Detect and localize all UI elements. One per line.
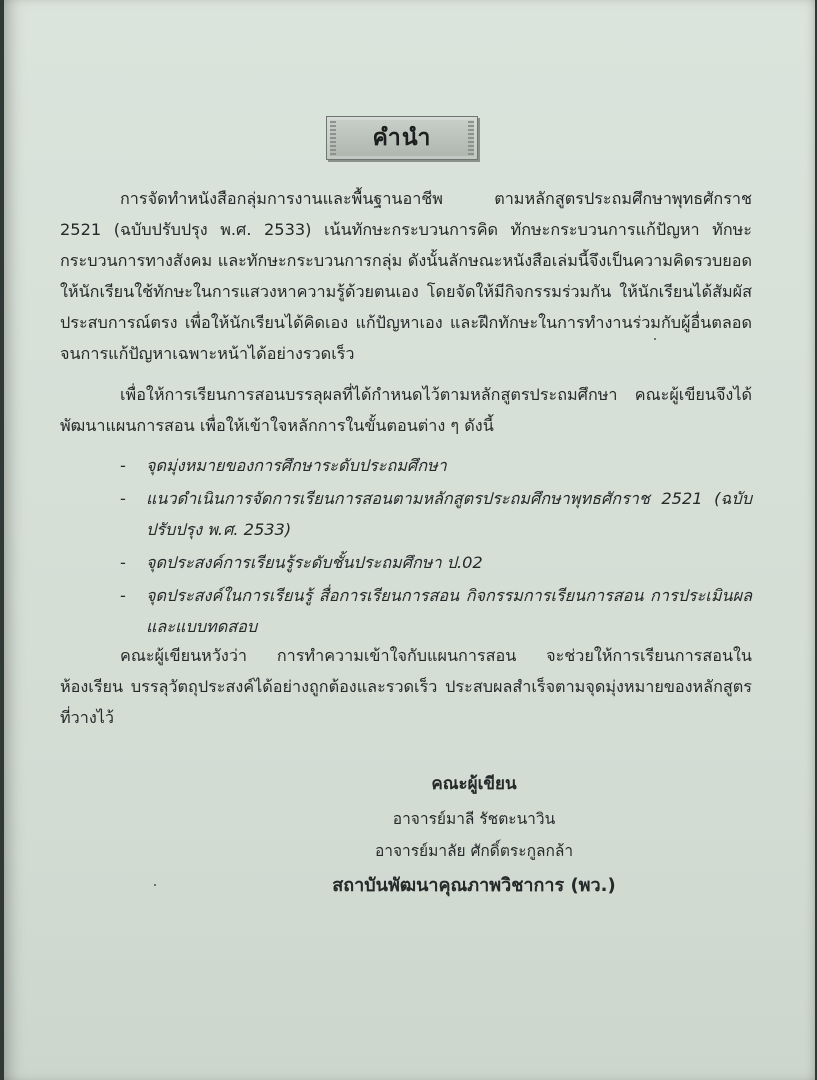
paragraph-1: การจัดทำหนังสือกลุ่มการงานและพื้นฐานอาชีพ ตามหลักสูตรประถมศึกษาพุทธศักราช 2521 (ฉบับปรับปรุง พ.ศ. 2533) เน้นทักษะกระบวนการคิด ทักษะกระบวนการแก้ปัญหา ทักษะกระบวนการทางสังคม และทักษะกระบวนการกลุ่ม ดังนั้นลักษณะหนังสือเล่มนี้จึงเป็นความคิดรวบยอด ให้นักเรียนใช้ทักษะในการแสวงหาความรู้ด้วยตนเอง โดยจัดให้มีกิจกรรมร่วมกัน ให้นักเรียนได้สัมผัสประสบการณ์ตรง เพื่อให้นักเรียนได้คิดเอง แก้ปัญหาเอง และฝึกทักษะในการทำงานร่วมกับผู้อื่นตลอดจนการแก้ปัญหาเฉพาะหน้าได้อย่างรวดเร็ว — [60, 189, 752, 363]
intro-paragraph — [60, 183, 752, 369]
paper-speck — [654, 338, 656, 340]
author-name-1: อาจารย์มาลี รัชตะนาวิน — [392, 810, 556, 828]
publisher-organization: สถาบันพัฒนาคุณภาพวิชาการ (พว.) — [332, 875, 616, 896]
title-banner — [326, 116, 478, 160]
list-dash: - — [120, 553, 126, 572]
list-dash: - — [120, 489, 126, 508]
list-item — [120, 580, 752, 642]
list-item — [120, 547, 752, 578]
list-dash: - — [120, 456, 126, 475]
list-item-text: จุดมุ่งหมายของการศึกษาระดับประถมศึกษา — [146, 456, 447, 475]
list-item — [120, 450, 752, 481]
paragraph-2: เพื่อให้การเรียนการสอนบรรลุผลที่ได้กำหนดไว้ตามหลักสูตรประถมศึกษา คณะผู้เขียนจึงได้พัฒนาแผนการสอน เพื่อให้เข้าใจหลักการในขั้นตอนต่าง ๆ ดังนี้ — [60, 385, 752, 435]
paragraph-3: คณะผู้เขียนหวังว่า การทำความเข้าใจกับแผนการสอน จะช่วยให้การเรียนการสอนในห้องเรียน บรรลุวัตถุประสงค์ได้อย่างถูกต้องและรวดเร็ว ประสบผลสำเร็จตามจุดมุ่งหมายของหลักสูตรที่วางไว้ — [60, 646, 752, 727]
signature-heading: คณะผู้เขียน — [431, 774, 517, 794]
author-name-2: อาจารย์มาลัย ศักดิ์ตระกูลกล้า — [374, 842, 574, 860]
paper-speck — [154, 884, 156, 886]
list-item — [120, 483, 752, 545]
list-dash: - — [120, 586, 126, 605]
list-item-text: จุดประสงค์การเรียนรู้ระดับชั้นประถมศึกษา ป.02 — [146, 553, 483, 572]
closing-paragraph — [60, 640, 752, 733]
purpose-paragraph — [60, 379, 752, 441]
plan-components-list — [120, 450, 752, 644]
page-title: คำนำ — [372, 125, 432, 151]
document-page — [4, 0, 815, 1080]
list-item-text: แนวดำเนินการจัดการเรียนการสอนตามหลักสูตรประถมศึกษาพุทธศักราช 2521 (ฉบับปรับปรุง พ.ศ. 2533) — [146, 489, 752, 539]
list-item-text: จุดประสงค์ในการเรียนรู้ สื่อการเรียนการสอน กิจกรรมการเรียนการสอน การประเมินผลและแบบทดสอบ — [146, 586, 752, 636]
